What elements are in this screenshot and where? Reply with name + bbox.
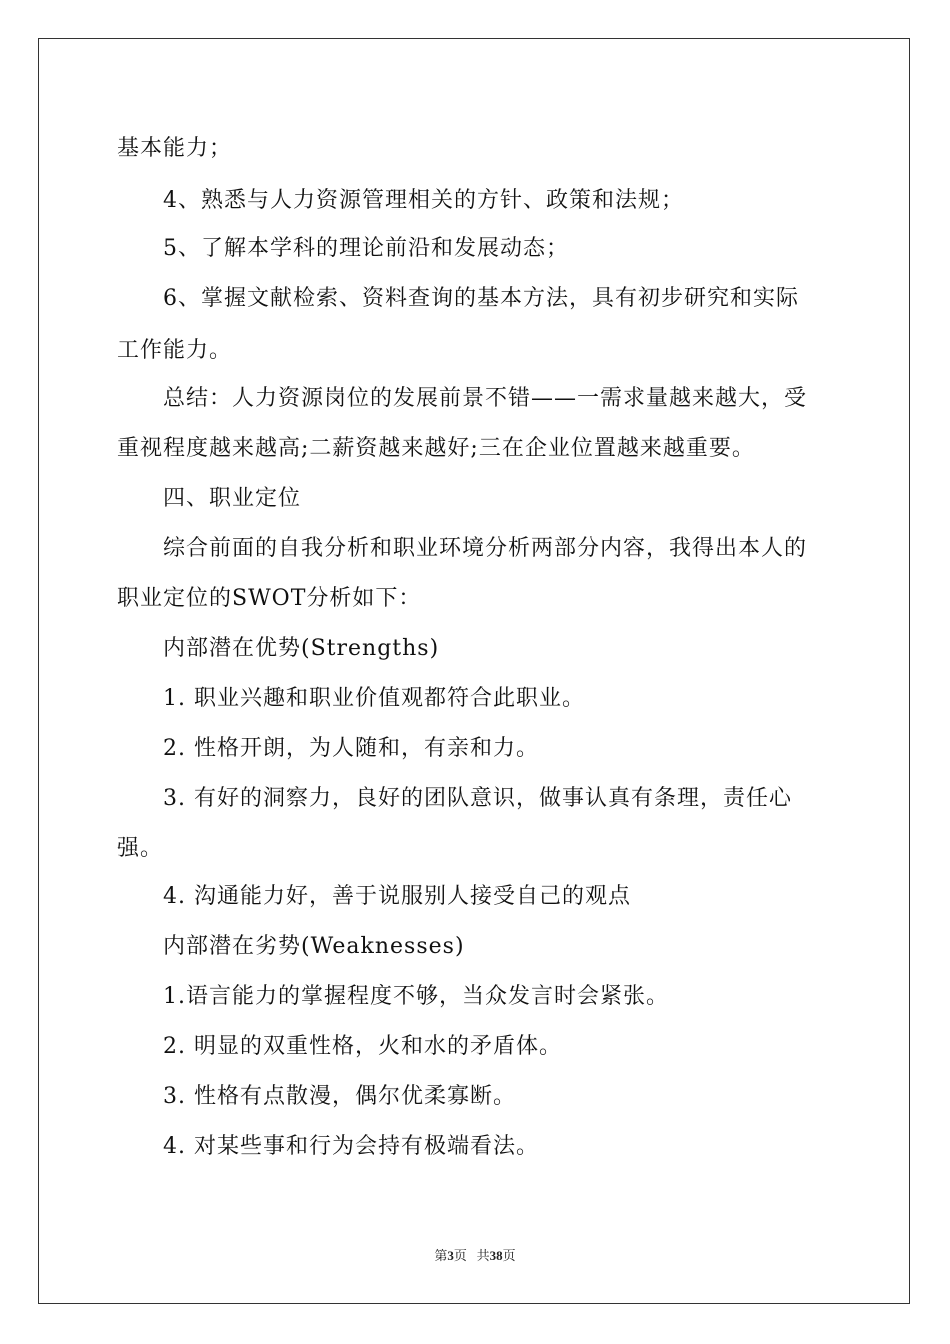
page-border <box>38 38 910 1304</box>
paragraph-line: 4、熟悉与人力资源管理相关的方针、政策和法规； <box>163 188 684 213</box>
subsection-heading: 内部潜在劣势(Weaknesses) <box>163 934 465 959</box>
subsection-heading: 内部潜在优势(Strengths) <box>163 636 440 661</box>
list-item: 3. 有好的洞察力，良好的团队意识，做事认真有条理，责任心 <box>163 786 792 811</box>
page-label-suffix: 页 <box>453 1248 467 1263</box>
page-number: 3 <box>447 1248 454 1263</box>
total-label-prefix: 共 <box>476 1248 490 1263</box>
list-item-continuation: 强。 <box>117 836 164 861</box>
paragraph-line: 基本能力； <box>117 136 233 161</box>
paragraph-line: 6、掌握文献检索、资料查询的基本方法，具有初步研究和实际 <box>163 286 799 311</box>
list-item: 2. 明显的双重性格，火和水的矛盾体。 <box>163 1034 562 1059</box>
total-label-suffix: 页 <box>502 1248 516 1263</box>
list-item: 4. 对某些事和行为会持有极端看法。 <box>163 1134 539 1159</box>
section-heading: 四、职业定位 <box>163 486 302 511</box>
list-item: 1.语言能力的掌握程度不够，当众发言时会紧张。 <box>163 984 669 1009</box>
paragraph-line: 5、了解本学科的理论前沿和发展动态； <box>163 236 569 261</box>
total-pages: 38 <box>489 1248 503 1263</box>
paragraph-line: 职业定位的SWOT分析如下： <box>117 586 422 611</box>
list-item: 4. 沟通能力好，善于说服别人接受自己的观点 <box>163 884 631 909</box>
list-item: 3. 性格有点散漫，偶尔优柔寡断。 <box>163 1084 516 1109</box>
list-item: 2. 性格开朗，为人随和，有亲和力。 <box>163 736 539 761</box>
page-label-prefix: 第 <box>434 1248 448 1263</box>
paragraph-line: 重视程度越来越高;二薪资越来越好;三在企业位置越来越重要。 <box>117 436 755 461</box>
paragraph-line: 工作能力。 <box>117 338 233 363</box>
paragraph-line: 综合前面的自我分析和职业环境分析两部分内容，我得出本人的 <box>163 536 808 561</box>
page-footer <box>0 1247 950 1265</box>
paragraph-line: 总结：人力资源岗位的发展前景不错——一需求量越来越大，受 <box>163 386 808 411</box>
list-item: 1. 职业兴趣和职业价值观都符合此职业。 <box>163 686 585 711</box>
